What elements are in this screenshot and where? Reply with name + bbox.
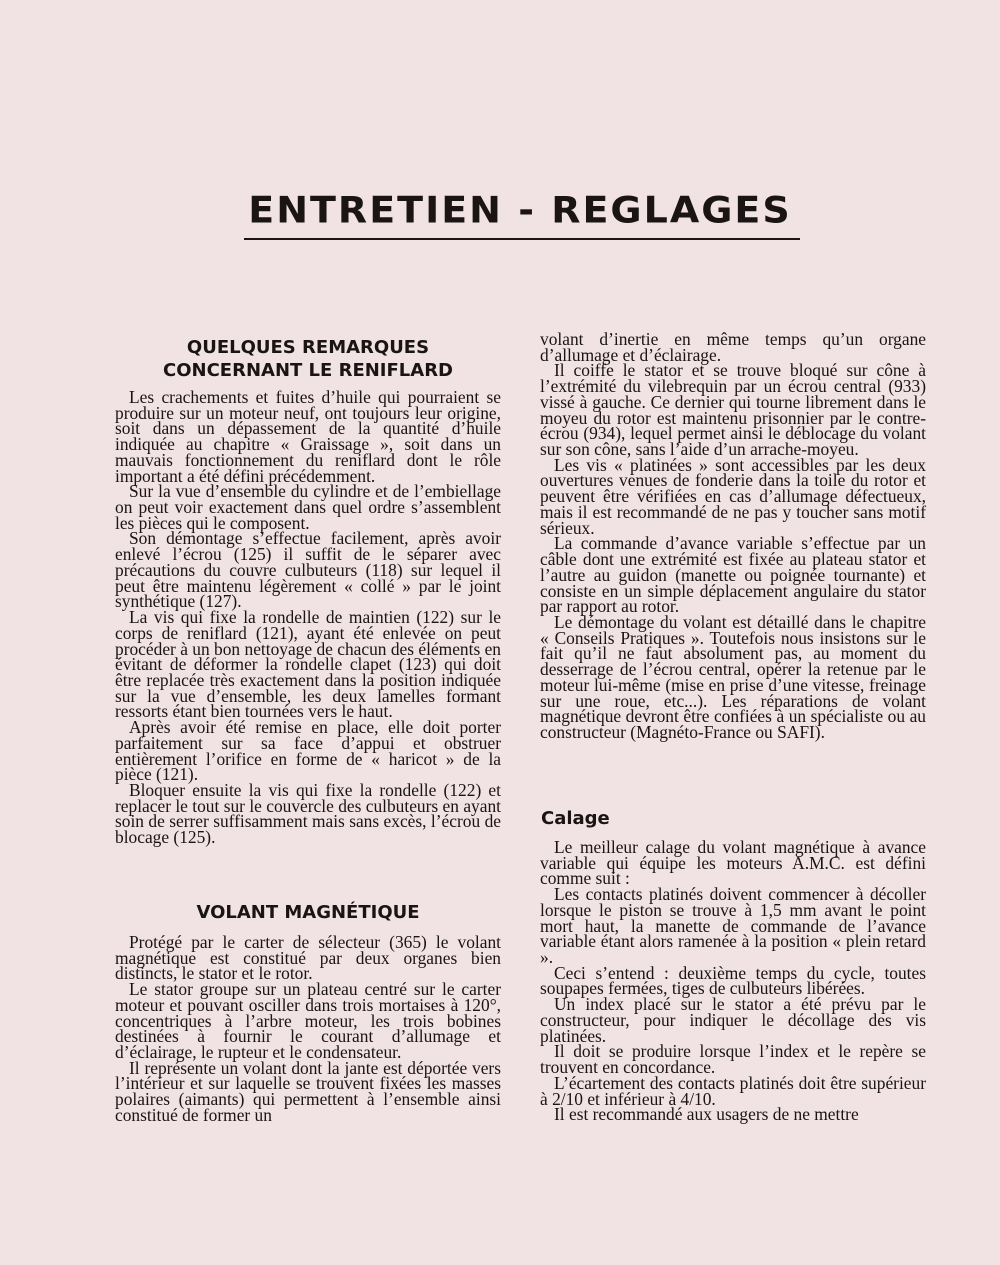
paragraph: L’écartement des contacts platinés doit être supérieur à 2/10 et inférieur à 4/10. [540,1072,926,1109]
title-underline [244,238,800,240]
paragraph: Son démontage s’effectue facilement, après avoir enlevé l’écrou (125) il suffit de le séparer avec précautions du couvre culbuteurs (118) sur lequel il peut être maintenu légèrement « collé » par le joint synthétique (127). [115,528,501,612]
heading-line: QUELQUES REMARQUES [186,337,430,358]
paragraph: Les contacts platinés doivent commencer à décoller lorsque le piston se trouve à 1,5 mm avant le point mort haut, la manette de commande de l’avance variable étant alors ramenée à la position « plein retard ». [540,884,926,968]
paragraph: Les vis « platinées » sont accessibles par les deux ouvertures venues de fonderie dans la toile du rotor et peuvent être vérifiées en cas d’allumage défectueux, mais il est recommandé de ne pas y toucher sans motif sérieux. [540,454,926,538]
paragraph: Le démontage du volant est détaillé dans le chapitre « Conseils Pratiques ». Toutefois nous insistons sur le fait qu’il ne faut absolument pas, au moment du desserrage de l’écrou central, opérer la retenue par le moteur lui-même (mise en prise d’une vitesse, freinage sur une roue, etc...). Les réparations de volant magnétique devront être confiées à un spécialiste ou au constructeur (Magnéto-France ou SAFI). [540,611,926,742]
paragraph: La commande d’avance variable s’effectue par un câble dont une extrémité est fixée au plateau stator et l’autre au guidon (manette ou poignée tournante) et consiste en un simple déplacement angulaire du stator par rapport au rotor. [540,533,926,617]
paragraph: La vis qui fixe la rondelle de maintien (122) sur le corps de reniflard (121), ayant été enlevée on peut procéder à un bon nettoyage de chacun des éléments en évitant de déformer la rondelle clapet (123) qui doit être replacée très exactement dans la position indiquée sur la vue d’ensemble, les deux lamelles formant ressorts étant bien tournées vers le haut. [115,607,501,722]
paragraph: Un index placé sur le stator a été prévu par le constructeur, pour indiquer le décollage des vis platinées. [540,994,926,1046]
section-heading-reniflard [115,336,501,382]
section-heading-volant: VOLANT MAGNÉTIQUE [196,902,420,923]
paragraph: Sur la vue d’ensemble du cylindre et de l’embiellage on peut voir exactement dans quel ordre s’assemblent les pièces qui le composent. [115,481,501,533]
paragraph-continuation: volant d’inertie en même temps qu’un organe d’allumage et d’éclairage. [540,329,926,365]
paragraph: Bloquer ensuite la vis qui fixe la rondelle (122) et replacer le tout sur le couvercle des culbuteurs en ayant soin de serrer suffisamment mais sans excès, l’écrou de blocage (125). [115,779,501,848]
paragraph: Il représente un volant dont la jante est déportée vers l’intérieur et sur laquelle se trouvent fixées les masses polaires (aimants) qui permettent à l’ensemble ainsi constitué de former un [115,1057,501,1125]
paragraph: Le meilleur calage du volant magnétique à avance variable qui équipe les moteurs A.M.C. est défini comme suit : [540,837,926,889]
paragraph: Il coiffe le stator et se trouve bloqué sur cône à l’extrémité du vilebrequin par un écrou central (933) vissé à gauche. Ce dernier qui tourne librement dans le moyeu du rotor est maintenu prisonnier par le contre-écrou (934), lequel permet ainsi le déblocage du volant sur son cône, sans l’aide d’un arrache-moyeu. [540,360,926,460]
paragraph: Ceci s’entend : deuxième temps du cycle, toutes soupapes fermées, tiges de culbuteurs libérées. [540,962,926,999]
paragraph: Les crachements et fuites d’huile qui pourraient se produire sur un moteur neuf, ont toujours leur origine, soit dans un dépassement de la quantité d’huile indiquée au chapitre « Graissage », soit dans un mauvais fonctionnement du reniflard dont le rôle important a été défini précédemment. [115,387,501,486]
paragraph: Après avoir été remise en place, elle doit porter parfaitement sur sa face d’appui et obstruer entièrement l’orifice en forme de « haricot » de la pièce (121). [115,717,501,785]
volant-body-right [540,329,926,742]
paragraph: Le stator groupe sur un plateau centré sur le carter moteur et pouvant osciller dans trois mortaises à 120°, concentriques à l’arbre moteur, les trois bobines destinées à fournir le courant d’allumage et d’éclairage, le rupteur et le condensateur. [115,979,501,1063]
reniflard-body [115,387,501,848]
paragraph: Il doit se produire lorsque l’index et le repère se trouvent en concordance. [540,1041,926,1078]
paragraph: Il est recommandé aux usagers de ne mettre [554,1104,859,1125]
paragraph: Protégé par le carter de sélecteur (365) le volant magnétique est constitué par deux organes bien distincts, le stator et le rotor. [115,932,501,984]
calage-body [540,837,926,1125]
section-heading-calage: Calage [541,808,610,829]
page-title: ENTRETIEN - REGLAGES [248,189,792,231]
volant-body-left [115,932,501,1125]
heading-line: CONCERNANT LE RENIFLARD [163,360,453,381]
